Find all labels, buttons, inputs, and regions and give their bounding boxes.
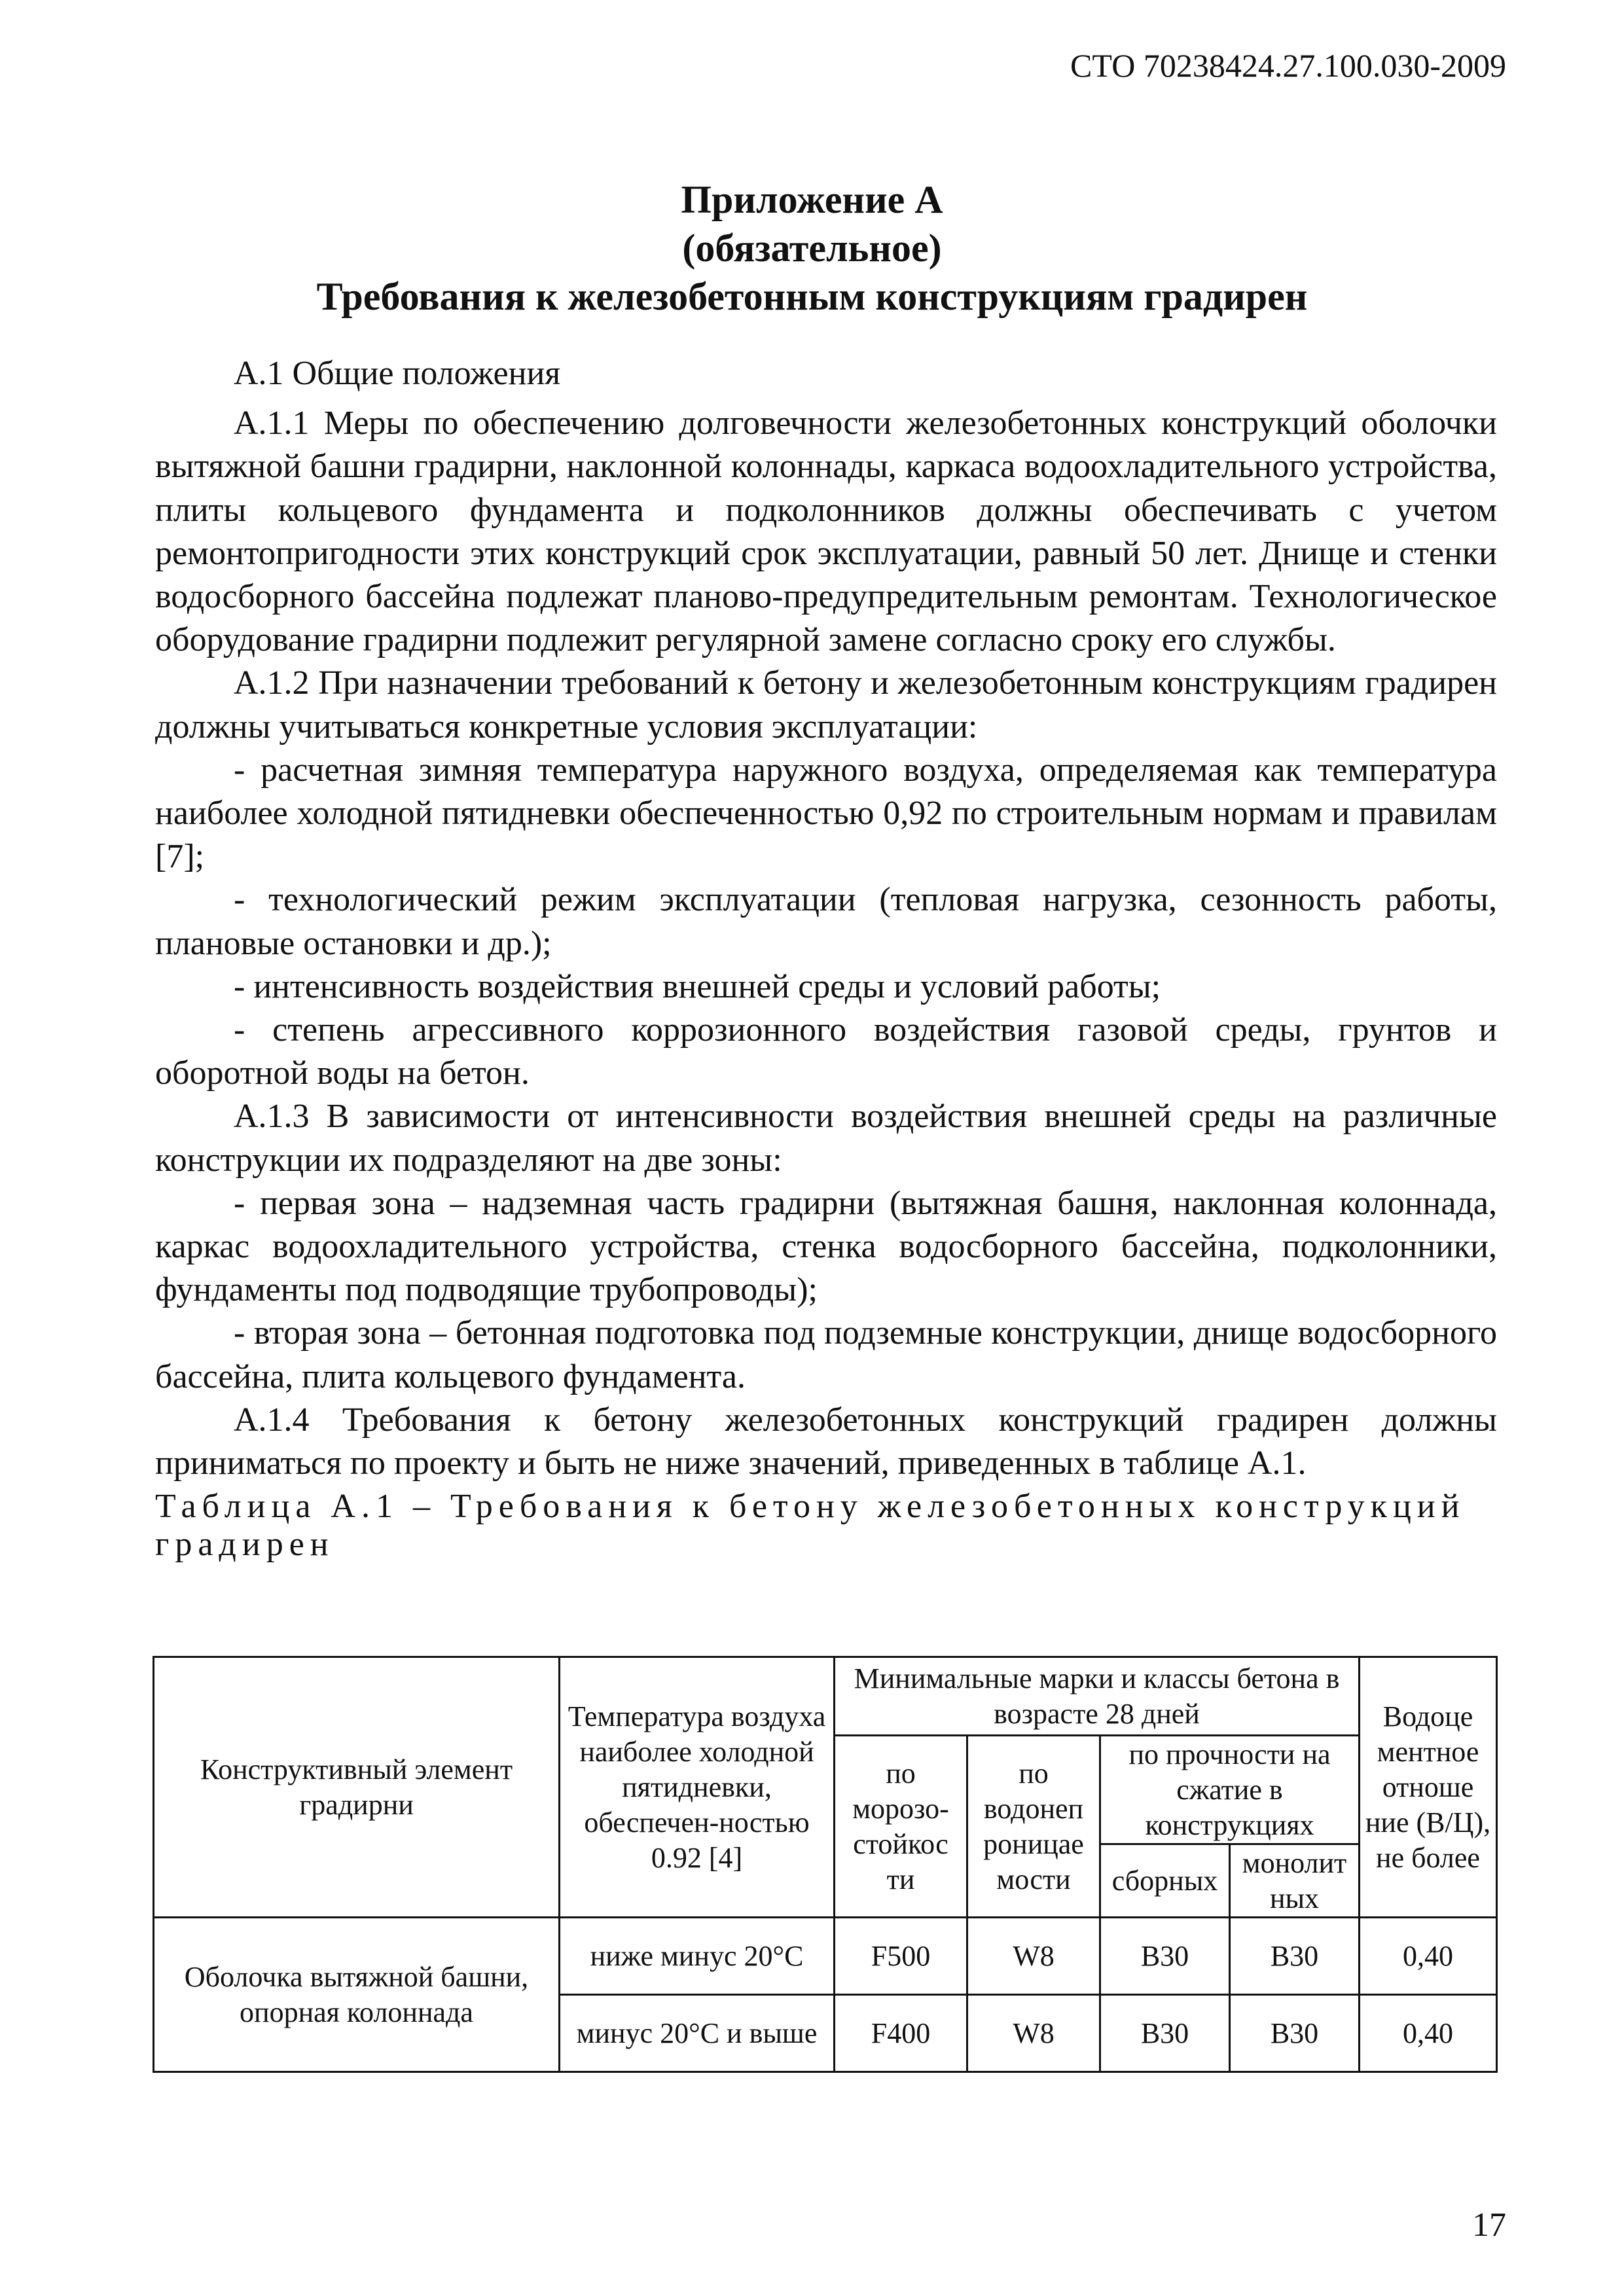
water-cell: W8 (967, 1995, 1100, 2072)
monolithic-cell: B30 (1230, 1995, 1360, 2072)
header-strength: по прочности на сжатие в конструкциях (1100, 1736, 1360, 1844)
list-item: - вторая зона – бетонная подготовка под подземные конструкции, днище водосборного бассейна, плита кольцевого фундамента. (155, 1314, 1497, 1395)
table-caption-continued: градирен (155, 1526, 334, 1564)
concrete-requirements-table (153, 1656, 1498, 2073)
header-element: Конструктивный элемент градирни (154, 1657, 560, 1918)
list-item: - технологический режим эксплуатации (тепловая нагрузка, сезонность работы, плановые остановки и др.); (155, 881, 1497, 962)
temperature-cell: минус 20°С и выше (560, 1995, 835, 2072)
table-caption: Таблица А.1 – Требования к бетону железобетонных конструкций (155, 1488, 1466, 1526)
table-row (154, 1918, 1497, 1995)
document-code: СТО 70238424.27.100.030-2009 (1070, 47, 1506, 84)
list-item: - степень агрессивного коррозионного воздействия газовой среды, грунтов и оборотной воды на бетон. (155, 1011, 1497, 1092)
header-temperature: Температура воздуха наиболее холодной пятидневки, обеспечен-ностью 0.92 [4] (560, 1657, 835, 1918)
list-item: - расчетная зимняя температура наружного воздуха, определяемая как температура наиболее холодной пятидневки обеспеченностью 0,92 по строительным нормам и правилам [7]; (155, 751, 1497, 876)
water-cell: W8 (967, 1918, 1100, 1995)
appendix-status: (обязательное) (682, 226, 942, 270)
wc-cell: 0,40 (1360, 1995, 1497, 2072)
header-monolithic: монолит ных (1230, 1844, 1360, 1918)
frost-cell: F400 (835, 1995, 967, 2072)
element-name-cell: Оболочка вытяжной башни, опорная колоннада (154, 1918, 560, 2072)
header-frost: по морозо-стойкос ти (835, 1736, 967, 1918)
header-water: по водонеп роницае мости (967, 1736, 1100, 1918)
paragraph-a13: А.1.3 В зависимости от интенсивности воздействия внешней среды на различные конструкции их подразделяют на две зоны: (155, 1098, 1497, 1179)
appendix-subject: Требования к железобетонным конструкциям градирен (316, 275, 1308, 318)
appendix-title: Приложение А (681, 178, 943, 221)
header-min-grades: Минимальные марки и классы бетона в возрасте 28 дней (835, 1657, 1360, 1736)
body-text (155, 352, 1497, 1564)
monolithic-cell: B30 (1230, 1918, 1360, 1995)
paragraph-a12: А.1.2 При назначении требований к бетону и железобетонным конструкциям градирен должны учитываться конкретные условия эксплуатации: (155, 664, 1497, 745)
precast-cell: B30 (1100, 1918, 1230, 1995)
wc-cell: 0,40 (1360, 1918, 1497, 1995)
precast-cell: B30 (1100, 1995, 1230, 2072)
list-item: - интенсивность воздействия внешней среды и условий работы; (234, 967, 1161, 1005)
temperature-cell: ниже минус 20°С (560, 1918, 835, 1995)
header-wc-ratio: Водоце ментное отноше ние (В/Ц), не более (1360, 1657, 1497, 1918)
list-item: - первая зона – надземная часть градирни (вытяжная башня, наклонная колоннада, каркас водоохладительного устройства, стенка водосборного бассейна, подколонники, фундаменты под подводящие трубопроводы); (155, 1184, 1497, 1309)
frost-cell: F500 (835, 1918, 967, 1995)
section-heading-a1: А.1 Общие положения (234, 355, 561, 392)
paragraph-a11: А.1.1 Меры по обеспечению долговечности железобетонных конструкций оболочки вытяжной башни градирни, наклонной колоннады, каркаса водоохладительного устройства, плиты кольцевого фундамента и подколонников должны обеспечивать с учетом ремонтопригодности этих конструкций срок эксплуатации, равный 50 лет. Днище и стенки водосборного бассейна подлежат планово-предупредительным ремонтам. Технологическое оборудование градирни подлежит регулярной замене согласно сроку его службы. (155, 404, 1497, 659)
page-number: 17 (1472, 2206, 1506, 2244)
paragraph-a14: А.1.4 Требования к бетону железобетонных конструкций градирен должны приниматься по проекту и быть не ниже значений, приведенных в таблице А.1. (155, 1401, 1497, 1482)
header-precast: сборных (1100, 1844, 1230, 1918)
